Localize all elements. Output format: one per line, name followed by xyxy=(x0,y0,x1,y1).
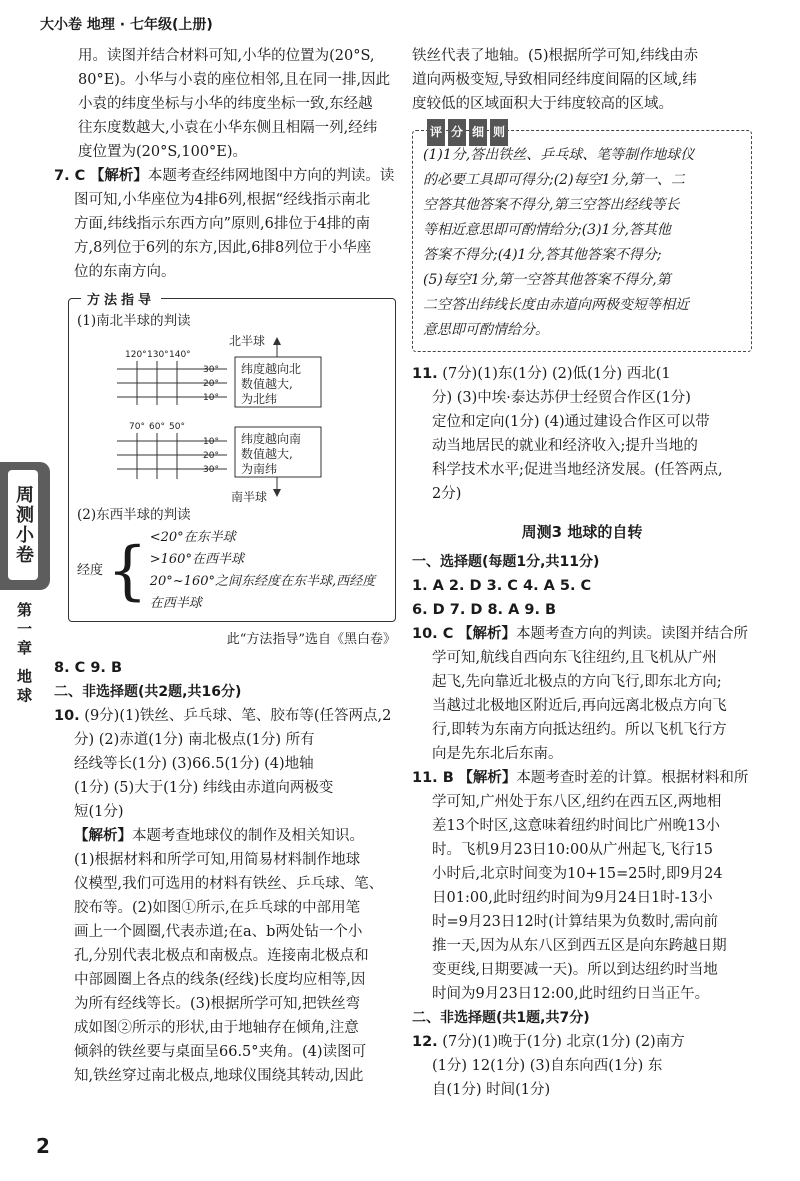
lat-label: 30° xyxy=(203,465,219,475)
box-text: 纬度越向北 xyxy=(241,362,302,376)
text-line: 小时后,北京时间变为10+15=25时,即9月24 xyxy=(432,866,723,882)
text-line: (1)根据材料和所学可知,用简易材料制作地球 xyxy=(74,852,361,868)
text-line: 画上一个圆圈,代表赤道;在a、b两处钻一个小 xyxy=(74,924,363,940)
text-line: 位的东南方向。 xyxy=(74,264,176,280)
source-note: 此“方法指导”选自《黑白卷》 xyxy=(226,632,396,647)
text-line: (9分)(1)铁丝、乒乓球、笔、胶布等(任答两点,2 xyxy=(84,708,392,724)
section-heading: 一、选择题(每题1分,共11分) xyxy=(412,554,600,570)
rule-line: <20°在东半球 xyxy=(149,530,236,545)
text-line: 道向两极变短,导致相同经纬度间隔的区域,纬 xyxy=(412,72,697,88)
east-west-rules xyxy=(77,527,387,615)
method-subtitle: (1)南北半球的判读 xyxy=(77,313,191,329)
text-line: 分) (3)中埃·泰达苏伊士经贸合作区(1分) xyxy=(432,390,691,406)
question-number: 12. xyxy=(412,1034,438,1050)
rule-line: 意思即可酌情给分。 xyxy=(423,322,549,338)
brace-icon: { xyxy=(107,534,148,608)
rule-line: 答案不得分;(4)1分,答其他答案不得分; xyxy=(423,247,662,263)
question-number: 11. B xyxy=(412,770,454,786)
question-number: 11. xyxy=(412,366,438,382)
text-line: 短(1分) xyxy=(74,804,124,820)
text-line: 度位置为(20°S,100°E)。 xyxy=(78,144,248,160)
q10-continued xyxy=(412,44,752,116)
rule-line: 的必要工具即可得分;(2)每空1分,第一、二 xyxy=(423,172,685,188)
rule-line: 二空答出纬线长度由赤道向两极变短等相近 xyxy=(423,297,689,313)
analysis-tag: 【解析】 xyxy=(458,625,516,642)
rule-line: (1)1分,答出铁丝、乒乓球、笔等制作地球仪 xyxy=(423,147,695,163)
north-hemisphere-label: 北半球 xyxy=(228,334,265,348)
question-number: 7. C xyxy=(54,168,86,184)
scoring-rules-box xyxy=(412,125,752,352)
text-line: 经线等长(1分) (3)66.5(1分) (4)地轴 xyxy=(74,756,314,772)
text-line: 倾斜的铁丝要与桌面呈66.5°夹角。(4)读图可 xyxy=(74,1044,367,1060)
method-guide-box xyxy=(68,293,396,622)
page-number: 2 xyxy=(36,1134,50,1158)
text-line: 仪模型,我们可选用的材料有铁丝、乒乓球、笔、 xyxy=(74,876,384,892)
question-11 xyxy=(412,362,752,506)
text-line: 定位和定向(1分) (4)通过建设合作区可以带 xyxy=(432,414,710,430)
lon-label: 120° xyxy=(125,350,147,360)
analysis-tag: 【解析】 xyxy=(458,769,517,786)
text-line: 差13个时区,这意味着纽约时间比广州晚13小 xyxy=(432,818,721,834)
text-line: 本题考查地球仪的制作及相关知识。 xyxy=(132,828,364,844)
side-tab-label: 周测小卷 xyxy=(8,470,38,580)
rule-line: 等相近意思即可酌情给分;(3)1分,答其他 xyxy=(423,222,671,238)
rule-line: 空答其他答案不得分,第三空答出经线等长 xyxy=(423,197,680,213)
text-line: 小袁的纬度坐标与小华的纬度坐标一致,东经越 xyxy=(78,96,373,112)
south-hemisphere-label: 南半球 xyxy=(230,490,267,503)
text-line: 成如图②所示的形状,由于地轴存在倾角,注意 xyxy=(74,1020,359,1036)
text-line: 起飞,先向靠近北极点的方向飞行,即东北方向; xyxy=(432,674,722,690)
title-char: 细 xyxy=(469,119,487,146)
rule-line: (5)每空1分,第一空答其他答案不得分,第 xyxy=(423,272,671,288)
box-text: 数值越大, xyxy=(241,447,293,461)
text-line: 为所有经线等长。(3)根据所学可知,把铁丝弯 xyxy=(74,996,361,1012)
degree-label: 经度 xyxy=(77,563,104,578)
text-line: 2分) xyxy=(432,486,462,502)
rule-line: >160°在西半球 xyxy=(149,552,244,567)
right-column xyxy=(412,44,752,1102)
text-line: (1分) 12(1分) (3)自东向西(1分) 东 xyxy=(432,1058,663,1074)
lon-label: 70° xyxy=(129,422,145,432)
text-line: 时间为9月23日12:00,此时纽约日当正午。 xyxy=(432,986,710,1002)
down-arrow-icon xyxy=(273,489,281,497)
text-line: (1分) (5)大于(1分) 纬线由赤道向两极变 xyxy=(74,780,334,796)
box-text: 纬度越向南 xyxy=(241,432,302,446)
question-10c xyxy=(412,622,752,766)
left-column xyxy=(54,44,396,1088)
up-arrow-icon xyxy=(273,337,281,345)
lon-label: 130° xyxy=(147,350,169,360)
text-line: 向是先东北后东南。 xyxy=(432,746,563,762)
title-char: 评 xyxy=(427,119,445,146)
question-number: 10. C xyxy=(412,626,454,642)
text-line: 本题考查方向的判读。读图并结合所 xyxy=(516,626,748,642)
lat-label: 10° xyxy=(203,393,219,403)
text-line: 往东度数越大,小袁在小华东侧且相隔一列,经纬 xyxy=(78,120,378,136)
text-line: (7分)(1)东(1分) (2)低(1分) 西北(1 xyxy=(442,366,671,382)
hemisphere-diagram xyxy=(77,333,387,503)
text-line: 行,即转为东南方向抵达纽约。所以飞机飞行方 xyxy=(432,722,727,738)
chapter-label: 第一章 地球 xyxy=(15,602,33,707)
method-subtitle: (2)东西半球的判读 xyxy=(77,507,191,523)
text-line: 当越过北极地区附近后,再向远离北极点方向飞 xyxy=(432,698,727,714)
text-line: 动当地居民的就业和经济收入;提升当地的 xyxy=(432,438,698,454)
text-line: 方面,纬线指示东西方向”原则,6排位于4排的南 xyxy=(74,216,371,232)
text-line: 方,8列位于6列的东方,因此,6排8列位于小华座 xyxy=(74,240,372,256)
box-text: 为北纬 xyxy=(241,392,278,406)
lat-label: 20° xyxy=(203,379,219,389)
week-title: 周测3 地球的自转 xyxy=(521,523,643,541)
question-12 xyxy=(412,1030,752,1102)
lon-label: 140° xyxy=(169,350,191,360)
text-line: 用。读图并结合材料可知,小华的位置为(20°S, xyxy=(78,48,375,64)
text-line: 80°E)。小华与小袁的座位相邻,且在同一排,因此 xyxy=(78,72,391,88)
text-line: 本题考查时差的计算。根据材料和所 xyxy=(516,770,749,786)
question-10 xyxy=(54,704,396,1088)
rule-line: 20°~160°之间东经度在东半球,西经度 xyxy=(149,574,376,589)
text-line: 图可知,小华座位为4排6列,根据“经线指示南北 xyxy=(74,192,371,208)
text-line: 中部圆圈上各点的线条(经线)长度均应相等,因 xyxy=(74,972,366,988)
text-line: 学可知,航线自西向东飞往纽约,且飞机从广州 xyxy=(432,650,717,666)
text-line: 度较低的区域面积大于纬度较高的区域。 xyxy=(412,96,673,112)
rule-line: 在西半球 xyxy=(149,596,202,611)
lon-label: 60° xyxy=(149,422,165,432)
question-11b xyxy=(412,766,752,1006)
text-line: 推一天,因为从东八区到西五区是向东跨越日期 xyxy=(432,938,727,954)
text-line: 胶布等。(2)如图①所示,在乒乓球的中部用笔 xyxy=(74,900,361,916)
intro-text xyxy=(58,44,396,164)
text-line: 本题考查经纬网地图中方向的判读。读 xyxy=(147,168,395,184)
text-line: 铁丝代表了地轴。(5)根据所学可知,纬线由赤 xyxy=(412,48,699,64)
box-text: 数值越大, xyxy=(241,377,293,391)
text-line: (7分)(1)晚于(1分) 北京(1分) (2)南方 xyxy=(442,1034,685,1050)
text-line: 日01:00,此时纽约时间为9月24日1时-13小 xyxy=(432,890,713,906)
text-line: 科学技术水平;促进当地经济发展。(任答两点, xyxy=(432,462,723,478)
title-char: 则 xyxy=(490,119,508,146)
lat-label: 10° xyxy=(203,437,219,447)
question-7 xyxy=(54,164,396,284)
analysis-tag: 【解析】 xyxy=(74,827,132,844)
box-text: 为南纬 xyxy=(241,462,278,476)
section-heading: 二、非选择题(共1题,共7分) xyxy=(412,1010,590,1026)
text-line: 时。飞机9月23日10:00从广州起飞,飞行15 xyxy=(432,842,714,858)
lat-label: 30° xyxy=(203,365,219,375)
answers-1-5: 1. A 2. D 3. C 4. A 5. C xyxy=(412,578,592,594)
page-header: 大小卷 地理 · 七年级(上册) xyxy=(40,17,213,33)
text-line: 变更线,日期要减一天)。所以到达纽约时当地 xyxy=(432,962,718,978)
analysis-tag: 【解析】 xyxy=(89,167,148,184)
answers-8-9: 8. C 9. B xyxy=(54,660,123,676)
scoring-rules-title xyxy=(427,119,508,146)
question-number: 10. xyxy=(54,708,80,724)
section-heading: 二、非选择题(共2题,共16分) xyxy=(54,684,242,700)
answers-6-9: 6. D 7. D 8. A 9. B xyxy=(412,602,557,618)
text-line: 学可知,广州处于东八区,纽约在西五区,两地相 xyxy=(432,794,722,810)
text-line: 知,铁丝穿过南北极点,地球仪围绕其转动,因此 xyxy=(74,1068,364,1084)
title-char: 分 xyxy=(448,119,466,146)
text-line: 孔,分别代表北极点和南极点。连接南北极点和 xyxy=(74,948,369,964)
text-line: 时=9月23日12时(计算结果为负数时,需向前 xyxy=(432,914,719,930)
lat-label: 20° xyxy=(203,451,219,461)
text-line: 自(1分) 时间(1分) xyxy=(432,1082,551,1098)
text-line: 分) (2)赤道(1分) 南北极点(1分) 所有 xyxy=(74,732,315,748)
lon-label: 50° xyxy=(169,422,185,432)
method-guide-title: 方法指导 xyxy=(81,289,161,313)
side-tab xyxy=(0,462,50,590)
